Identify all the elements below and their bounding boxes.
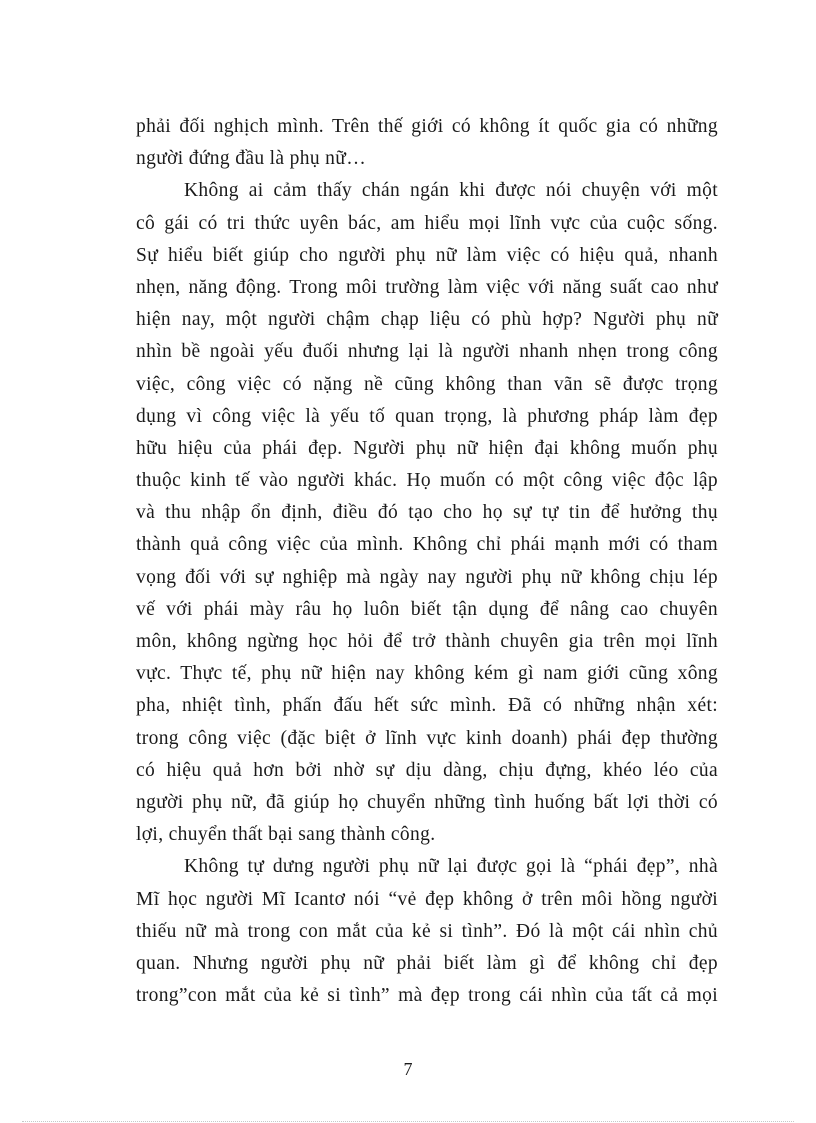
text-line: cô gái có tri thức uyên bác, am hiểu mọi lĩnh vực của cuộc sống. bbox=[136, 212, 718, 234]
text-line: người đứng đầu là phụ nữ… bbox=[136, 148, 367, 170]
text-line: hữu hiệu của phái đẹp. Người phụ nữ hiện đại không muốn phụ bbox=[136, 437, 718, 459]
body-text bbox=[136, 111, 718, 1012]
paragraph-first-line: Không ai cảm thấy chán ngán khi được nói chuyện với một bbox=[184, 180, 718, 202]
text-line: dụng vì công việc là yếu tố quan trọng, là phương pháp làm đẹp bbox=[136, 405, 718, 427]
text-line: người phụ nữ, đã giúp họ chuyển những tình huống bất lợi thời có bbox=[136, 791, 718, 813]
text-line: thuộc kinh tế vào người khác. Họ muốn có một công việc độc lập bbox=[136, 470, 718, 492]
text-line: thiếu nữ mà trong con mắt của kẻ si tình”. Đó là một cái nhìn chủ bbox=[136, 920, 718, 942]
text-line: thành quả công việc của mình. Không chỉ phái mạnh mới có tham bbox=[136, 534, 718, 556]
page-number: 7 bbox=[403, 1059, 413, 1079]
text-line: nhẹn, năng động. Trong môi trường làm việc với năng suất cao như bbox=[136, 276, 718, 298]
text-line: lợi, chuyển thất bại sang thành công. bbox=[136, 824, 436, 846]
text-line: vực. Thực tế, phụ nữ hiện nay không kém gì nam giới cũng xông bbox=[136, 663, 718, 685]
text-line: phải đối nghịch mình. Trên thế giới có không ít quốc gia có những bbox=[136, 116, 718, 137]
text-line: và thu nhập ổn định, điều đó tạo cho họ sự tự tin để hưởng thụ bbox=[136, 502, 718, 524]
text-line: việc, công việc có nặng nề cũng không than vãn sẽ được trọng bbox=[136, 373, 718, 395]
paragraph-first-line: Không tự dưng người phụ nữ lại được gọi là “phái đẹp”, nhà bbox=[184, 856, 718, 878]
text-line: hiện nay, một người chậm chạp liệu có phù hợp? Người phụ nữ bbox=[136, 309, 718, 331]
text-line: vọng đối với sự nghiệp mà ngày nay người phụ nữ không chịu lép bbox=[136, 566, 718, 588]
text-line: Mĩ học người Mĩ Icantơ nói “vẻ đẹp không ở trên môi hồng người bbox=[136, 888, 718, 910]
text-line: Sự hiểu biết giúp cho người phụ nữ làm việc có hiệu quả, nhanh bbox=[136, 244, 718, 266]
text-line: trong công việc (đặc biệt ở lĩnh vực kinh doanh) phái đẹp thường bbox=[136, 727, 718, 749]
text-line: môn, không ngừng học hỏi để trở thành chuyên gia trên mọi lĩnh bbox=[136, 631, 718, 652]
text-line: nhìn bề ngoài yếu đuối nhưng lại là người nhanh nhẹn trong công bbox=[136, 341, 718, 363]
text-line: pha, nhiệt tình, phấn đấu hết sức mình. Đã có những nhận xét: bbox=[136, 695, 718, 717]
text-line: trong”con mắt của kẻ si tình” mà đẹp trong cái nhìn của tất cả mọi bbox=[136, 985, 718, 1007]
text-line: vế với phái mày râu họ luôn biết tận dụng để nâng cao chuyên bbox=[136, 598, 718, 620]
text-line: quan. Nhưng người phụ nữ phải biết làm gì để không chỉ đẹp bbox=[136, 952, 718, 974]
page-bottom-divider bbox=[22, 1121, 794, 1122]
text-line: có hiệu quả hơn bởi nhờ sự dịu dàng, chịu đựng, khéo léo của bbox=[136, 759, 718, 781]
